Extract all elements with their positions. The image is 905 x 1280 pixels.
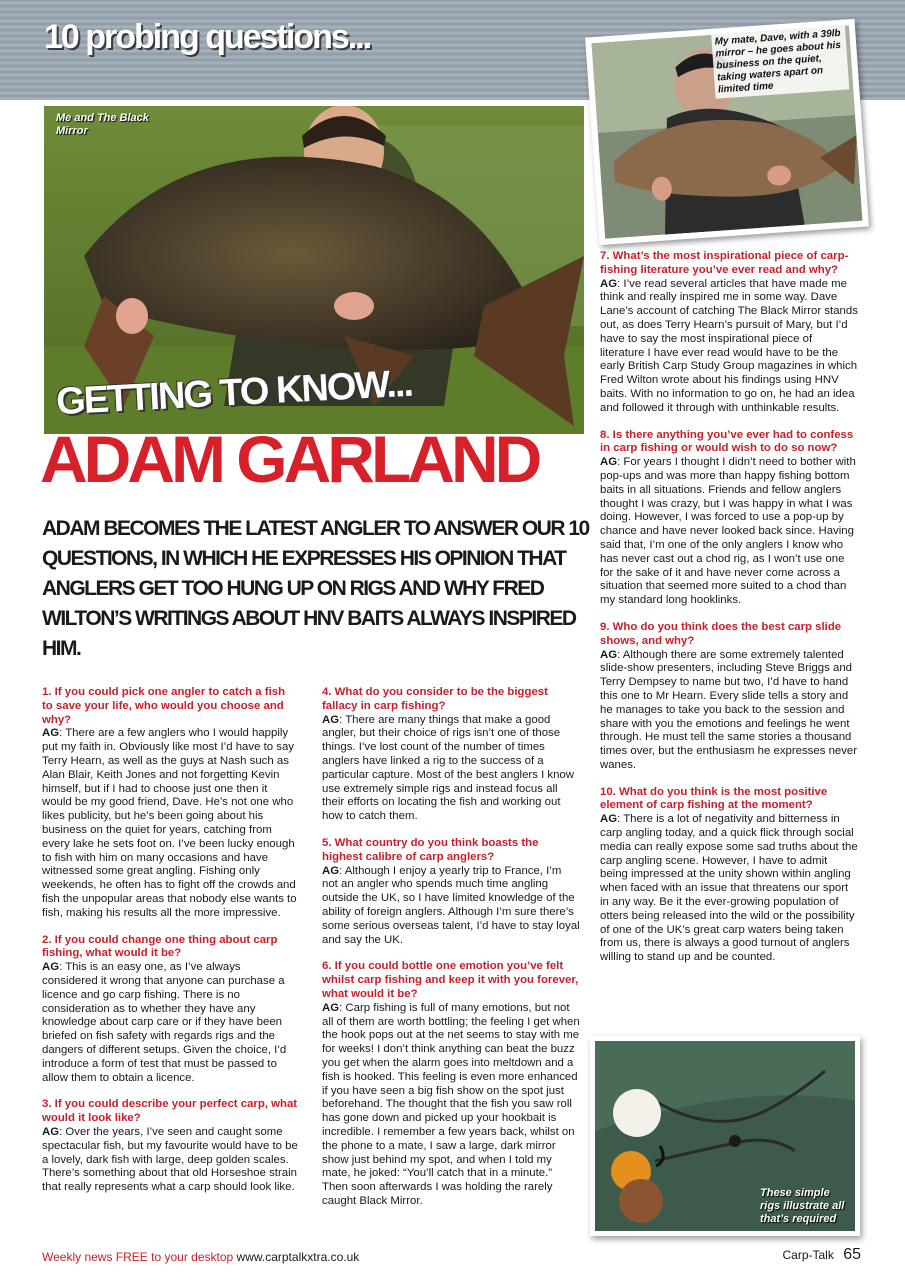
answer: AG: Over the years, I’ve seen and caught some spectacular fish, but my favourite would have to be a lovely, dark fish with large, deep golden scales. There’s something about that old Horseshoe strain that really represents what a carp should look like. — [42, 1125, 298, 1194]
column-2 — [322, 686, 580, 1222]
footer-folio — [783, 1246, 862, 1264]
qa-item — [600, 786, 858, 965]
qa-item — [42, 934, 298, 1086]
question: 1. If you could pick one angler to catch a fish to save your life, who would you choose and why? — [42, 686, 286, 726]
headline: ADAM GARLAND — [40, 422, 539, 496]
qa-item — [42, 1098, 298, 1195]
column-1 — [42, 686, 298, 1208]
question: 8. Is there anything you’ve ever had to confess in carp fishing or would wish to do so now? — [600, 428, 854, 455]
answer: AG: I’ve read several articles that have made me think and really inspired me in some way. Dave Lane’s account of catching The Black Mirror stands out, as does Terry Hearn’s pursuit of Mary, but I’d have to say the most inspirational piece of literature I have ever read would have to be the early British Carp Study Group magazines in which Fred Wilton wrote about his findings using HNV baits. With no information to go on, he had an idea and followed it through with unthinkable results. — [600, 277, 858, 414]
answer: AG: There are a few anglers who I would happily put my faith in. Obviously like most I’d have to say Terry Hearn, as well as the guys at Nash such as Alan Blair, Keith Jones and not forgetting Kevin himself, but if I had to choose just one then it would be my good friend, Dave. He’s not one who likes publicity, but he’s been going about his business on the quiet for years, catching from every lake he sets foot on. I’ve been lucky enough to fish with him on many occasions and have witnessed some great angling. Fishing only weekends, he often has to fight off the crowds and fish the unpopular areas that nobody else wants to fish, making his results all the more impressive. — [42, 727, 297, 919]
qa-item — [42, 686, 298, 921]
footer-url[interactable]: www.carptalkxtra.co.uk — [236, 1250, 360, 1264]
inset-photo — [585, 19, 869, 245]
qa-item — [322, 960, 580, 1208]
question: 5. What country do you think boasts the highest calibre of carp anglers? — [322, 836, 539, 863]
question: 9. Who do you think does the best carp slide shows, and why? — [600, 620, 842, 647]
section-title: 10 probing questions... — [44, 18, 371, 56]
answer: AG: There are many things that make a good angler, but their choice of rigs isn’t one of those things. I’ve lost count of the number of times anglers have linked a rig to the success of a particular capture. Most of the best anglers I know use extremely simple rigs and instead focus all their efforts on locating the fish and working out how to catch them. — [322, 713, 574, 823]
question: 3. If you could describe your perfect carp, what would it look like? — [42, 1098, 298, 1125]
qa-item — [600, 250, 858, 416]
main-photo-caption: Me and The Black Mirror — [56, 112, 149, 137]
question: 10. What do you think is the most positive element of carp fishing at the moment? — [600, 785, 828, 812]
qa-item — [322, 837, 580, 947]
answer: AG: Although there are some extremely talented slide-show presenters, including Steve Briggs and Terry Dempsey to name but two, I’d have to hand this one to Mr Hearn. Every slide tells a story and he manages to take you back to the session and share with you the emotions and feelings he went through. He must tell the same stories a thousand times over, but the enthusiasm he expresses never wanes. — [600, 648, 858, 771]
answer: AG: There is a lot of negativity and bitterness in carp angling today, and a quick flick through social media can really expose some sad truths about the carp angling scene. However, I have to admit being impressed at the unity shown within angling when faced with an issue that threatens our sport in any way. Be it the ever-growing population of otters being released into the wild or the possibility of one of the UK’s great carp waters being taken from us, there is always a good turnout of anglers willing to stand up and be counted. — [600, 813, 858, 964]
answer: AG: This is an easy one, as I’ve always considered it wrong that anyone can purchase a licence and go carp fishing. There is no consideration as to whether they have any knowledge about carp care or if they have been briefed on fish safety with regards rigs and the dangers of different setups. Given the choice, I’d introduce a form of test that must be passed to allow them to obtain a licence. — [42, 961, 287, 1084]
qa-item — [322, 686, 580, 824]
qa-item — [600, 621, 858, 773]
question: 7. What’s the most inspirational piece of carp-fishing literature you’ve ever read and why? — [600, 250, 849, 276]
question: 6. If you could bottle one emotion you’ve felt whilst carp fishing and keep it with you forever, what would it be? — [322, 960, 579, 1000]
standfirst: ADAM BECOMES THE LATEST ANGLER TO ANSWER OUR 10 QUESTIONS, IN WHICH HE EXPRESSES HIS OPINION THAT ANGLERS GET TOO HUNG UP ON RIGS AND WHY FRED WILTON’S WRITINGS ABOUT HNV BAITS ALWAYS INSPIRED HIM. — [42, 517, 589, 660]
question: 4. What do you consider to be the biggest fallacy in carp fishing? — [322, 686, 548, 712]
inset-photo-caption: My mate, Dave, with a 39lb mirror – he goes about his business on the quiet, taking waters apart on limited time — [711, 26, 849, 99]
rig-photo — [590, 1036, 860, 1236]
page-number: 65 — [843, 1246, 861, 1263]
answer: AG: Although I enjoy a yearly trip to France, I’m not an angler who spends much time angling outside the UK, so I have limited knowledge of the ability of foreign anglers. Although I’m sure there’s some serious overseas talent, I’d have to stay loyal and say the UK. — [322, 864, 580, 946]
footer-promo — [42, 1250, 359, 1264]
question: 2. If you could change one thing about carp fishing, what would it be? — [42, 933, 278, 960]
qa-item — [600, 429, 858, 608]
answer: AG: For years I thought I didn’t need to bother with pop-ups and was more than happy fishing bottom baits in all situations. Friends and fellow anglers thought I was crazy, but I was happy in what I was doing. However, I was forced to use a pop-up by chance and have never looked back since. Having said that, I’m one of the only anglers I know who has never cast out a chod rig, as I won’t use one for the sake of it and have never come across a situation that seemed more suited to a chod than my standard long hooklinks. — [600, 456, 856, 607]
magazine-name: Carp-Talk — [782, 1248, 834, 1262]
kicker: GETTING TO KNOW... — [55, 362, 413, 424]
column-3 — [600, 250, 858, 978]
answer: AG: Carp fishing is full of many emotions, but not all of them are worth bottling; the feeling I get when the hook pops out at the net seems to stay with me for weeks! I don’t think anything can beat the buzz you get when the alarm goes into meltdown and a fish is hooked. This feeling is even more enhanced if you have seen a big fish show on the spot just beforehand. The thought that the fish you saw roll has gone down and picked up your hookbait is incredible. I remember a few years back, whilst on the phone to a mate, I saw a large, dark mirror show just behind my spot, and when I told my mate, he joked: “You’ll catch that in a minute.” Then soon afterwards I was holding the rarely caught Black Mirror. — [322, 1001, 580, 1207]
footer-promo-text: Weekly news FREE to your desktop — [42, 1250, 234, 1264]
rig-photo-caption: These simple rigs illustrate all that’s required — [760, 1187, 845, 1225]
